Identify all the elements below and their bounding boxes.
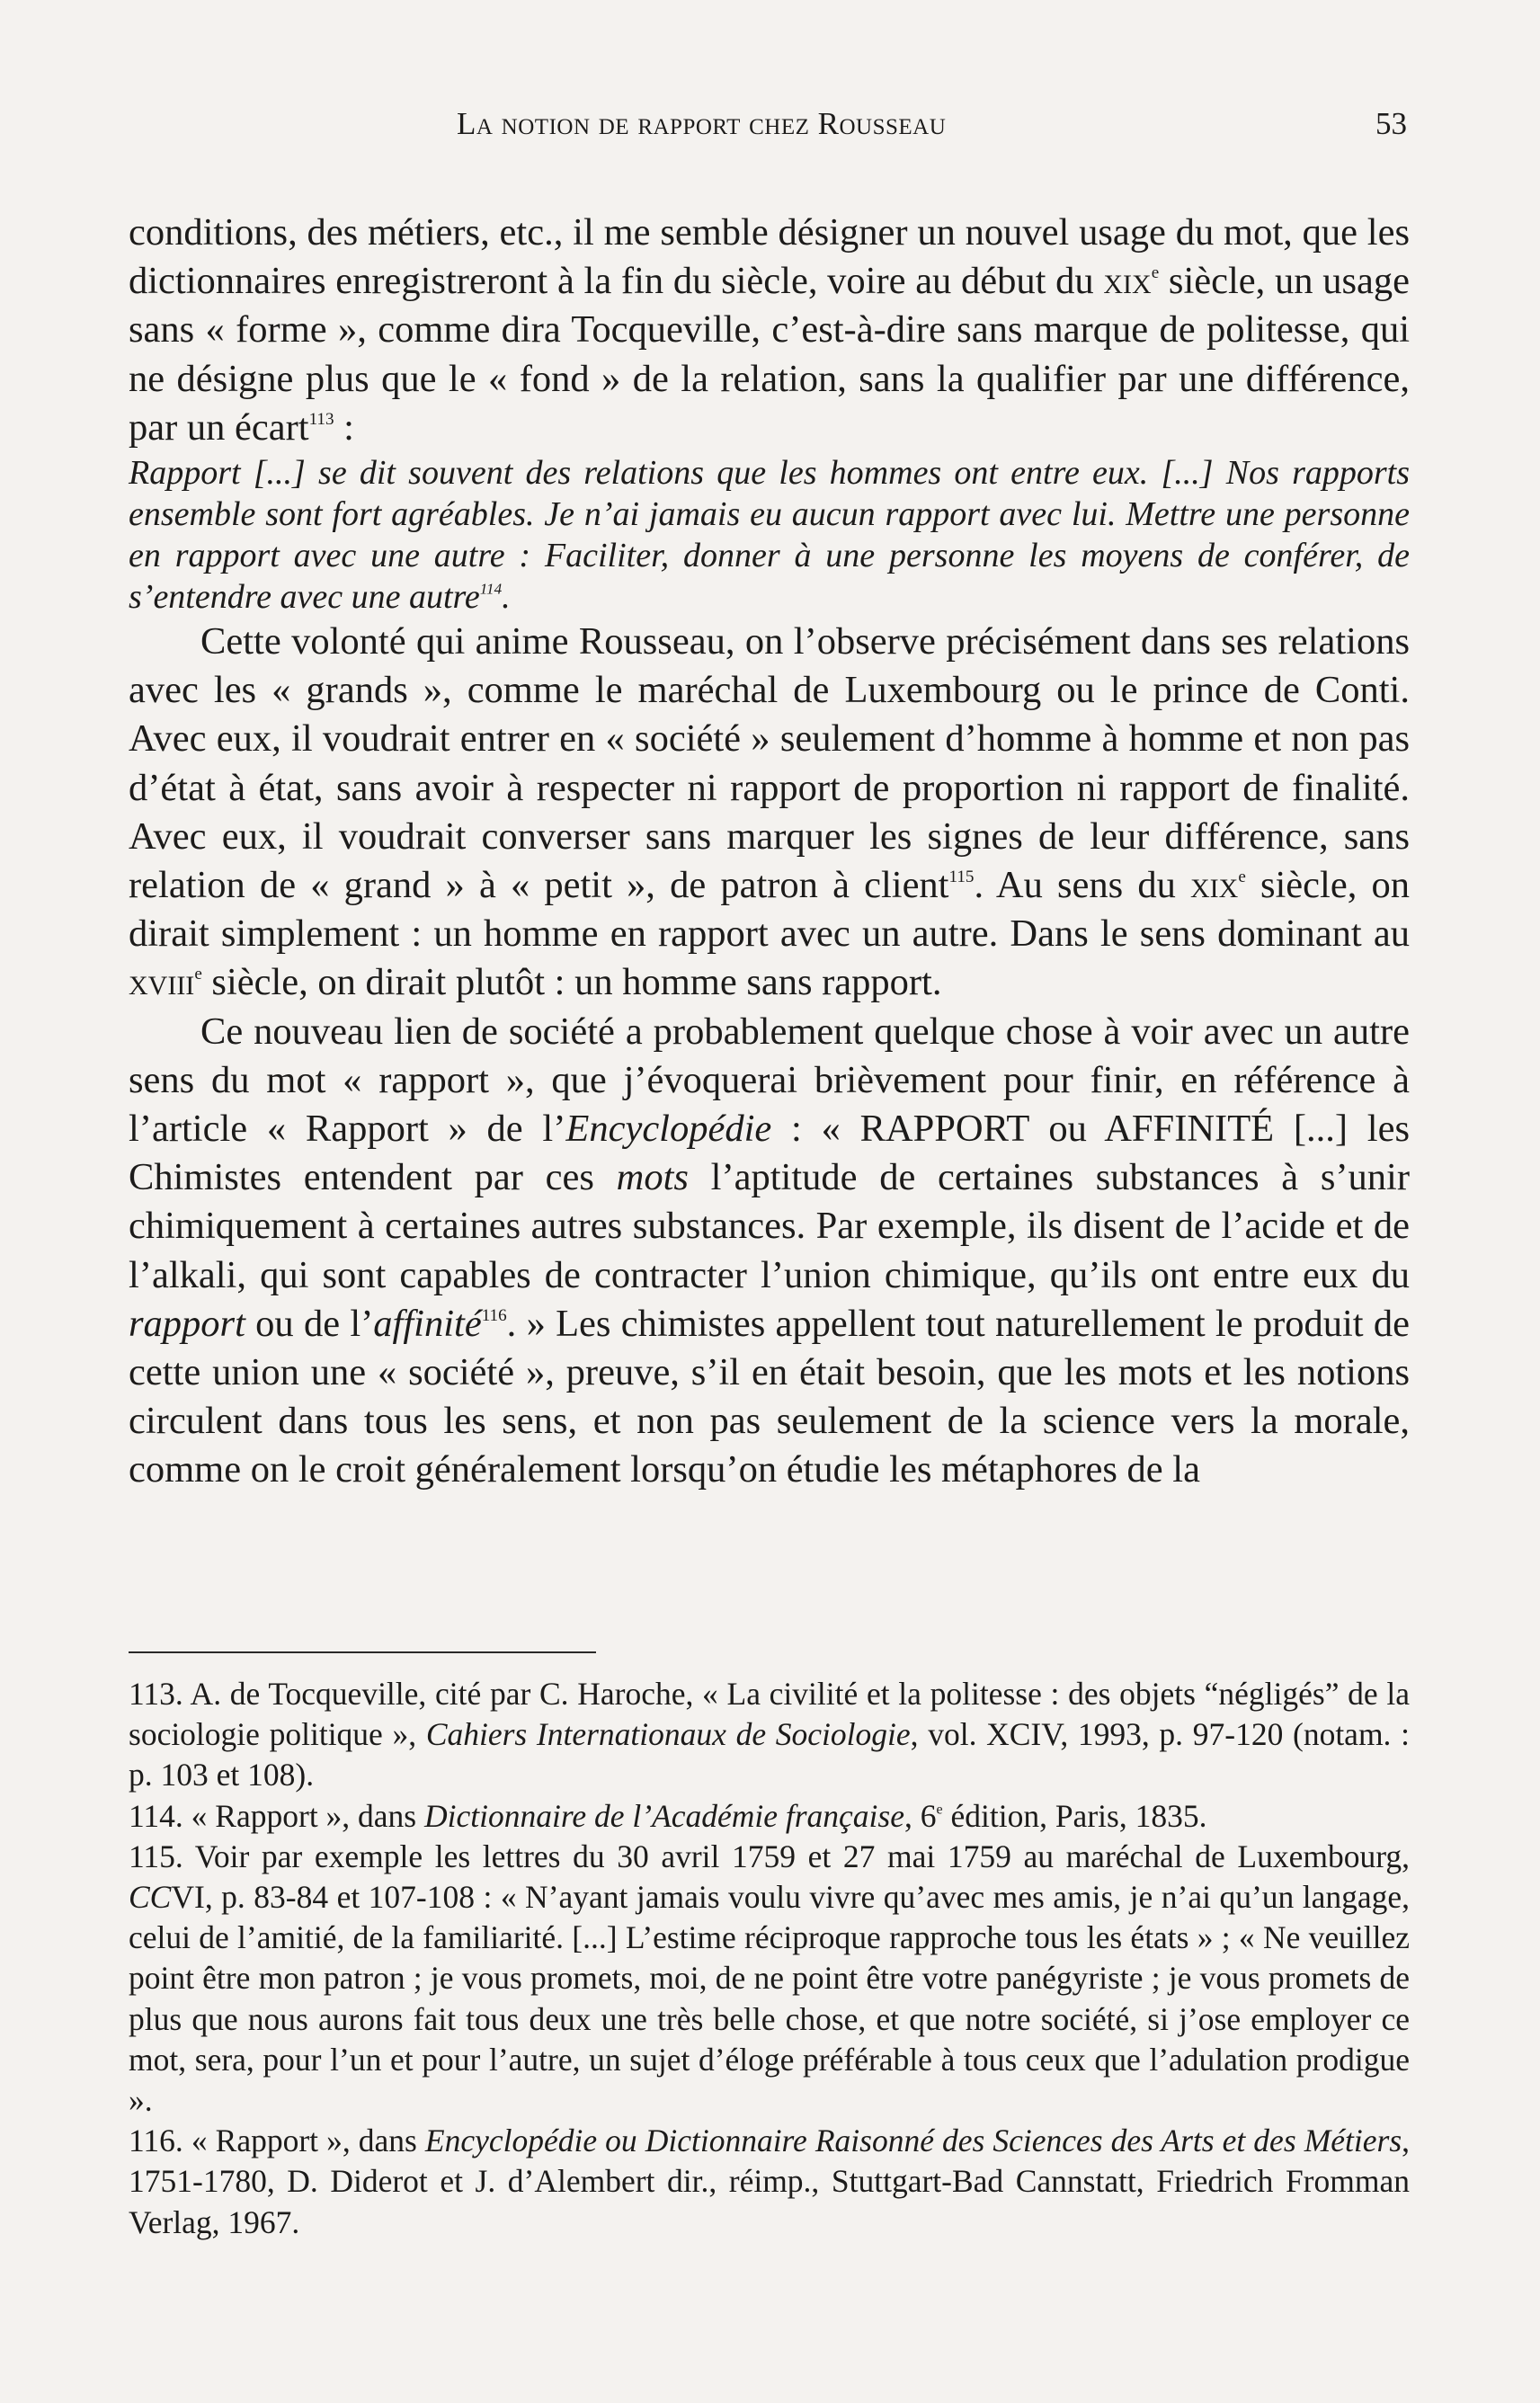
footnote-115: 115. Voir par exemple les lettres du 30 avril 1759 et 27 mai 1759 au maréchal de Luxembourg, CCVI, p. 83-84 et 107-108 : « N’ayant jamais voulu vivre qu’avec mes amis, je n’ai qu’un langage, celui de l’amitié, de la familiarité. [...] L’estime réciproque rapproche tous les états » ; « Ne veuillez point être mon patron ; je vous promets, moi, de ne point être votre panégyriste ; je vous promets de plus que nous aurons fait tous deux une très belle chose, et que notre société, si j’ose employer ce mot, sera, pour l’un et pour l’autre, un sujet d’éloge préférable à tous ceux que l’adulation prodigue ». bbox=[129, 1838, 1410, 2119]
footnote-113: 113. A. de Tocqueville, cité par C. Haroche, « La civilité et la politesse : des objets “négligés” de la sociologie politique », Cahiers Internationaux de Sociologie, vol. XCIV, 1993, p. 97-120 (notam. : p. 103 et 108). bbox=[129, 1676, 1410, 1793]
footnote-114: 114. « Rapport », dans Dictionnaire de l’Académie française, 6e édition, Paris, 1835. bbox=[129, 1797, 1207, 1834]
paragraph-1: conditions, des métiers, etc., il me semble désigner un nouvel usage du mot, que les dictionnaires enregistreront à la fin du siècle, voire au début du xix$^e$ siècle, un usage sans « forme », comme dira Tocqueville, c’est-à-dire sans marque de politesse, qui ne désigne plus que le « fond » de la relation, sans la qualifier par une différence, par un écart$^{113}$ : bbox=[129, 211, 1410, 449]
footnote-ref-114[interactable]: 114 bbox=[479, 580, 503, 598]
block-quote: Rapport [...] se dit souvent des relations que les hommes ont entre eux. [...] Nos rapports ensemble sont fort agréables. Je n’ai jamais eu aucun rapport avec lui. Mettre une personne en rapport avec une autre : Faciliter, donner à une personne les moyens de conférer, de s’entendre avec une autre$^{114}$. bbox=[129, 454, 1410, 617]
footnotes bbox=[129, 1674, 1410, 2243]
footnote-ref-115[interactable]: 115 bbox=[948, 867, 975, 886]
paragraph-3: Ce nouveau lien de société a probablement quelque chose à voir avec un autre sens du mot « rapport », que j’évoquerai brièvement pour finir, en référence à l’article « Rapport » de l’Encyclopédie : « RAPPORT ou AFFINITÉ [...] les Chimistes entendent par ces mots l’aptitude de certaines substances à s’unir chimiquement à certaines autres substances. Par exemple, ils disent de l’acide et de l’alkali, qui sont capables de contracter l’union chimique, qu’ils ont entre eux du rapport ou de l’affinité$^{116}$. » Les chimistes appellent tout naturellement le produit de cette union une « société », preuve, s’il en était besoin, que les mots et les notions circulent dans tous les sens, et non pas seulement de la science vers la morale, comme on le croit généralement lorsqu’on étudie les métaphores de la bbox=[129, 1010, 1411, 1491]
footnote-ref-113[interactable]: 113 bbox=[308, 409, 334, 429]
footnote-116: 116. « Rapport », dans Encyclopédie ou Dictionnaire Raisonné des Sciences des Arts et des Métiers, 1751-1780, D. Diderot et J. d’Alembert dir., réimp., Stuttgart-Bad Cannstatt, Friedrich Fromman Verlag, 1967. bbox=[129, 2123, 1411, 2240]
paragraph-2: Cette volonté qui anime Rousseau, on l’observe précisément dans ses relations avec les « grands », comme le maréchal de Luxembourg ou le prince de Conti. Avec eux, il voudrait entrer en « société » seulement d’homme à homme et non pas d’état à état, sans avoir à respecter ni rapport de proportion ni rapport de finalité. Avec eux, il voudrait converser sans marquer les signes de leur différence, sans relation de « grand » à « petit », de patron à client$^{115}$. Au sens du xix$^e$ siècle, on dirait simplement : un homme en rapport avec un autre. Dans le sens dominant au xviii$^e$ siècle, on dirait plutôt : un homme sans rapport. bbox=[129, 620, 1410, 1004]
page-number: 53 bbox=[1375, 106, 1407, 141]
page-header bbox=[0, 106, 1540, 151]
main-text bbox=[129, 209, 1410, 1495]
footnote-separator bbox=[129, 1651, 596, 1653]
running-head: La notion de rapport chez Rousseau bbox=[457, 106, 947, 141]
footnote-ref-116[interactable]: 116 bbox=[481, 1305, 507, 1325]
